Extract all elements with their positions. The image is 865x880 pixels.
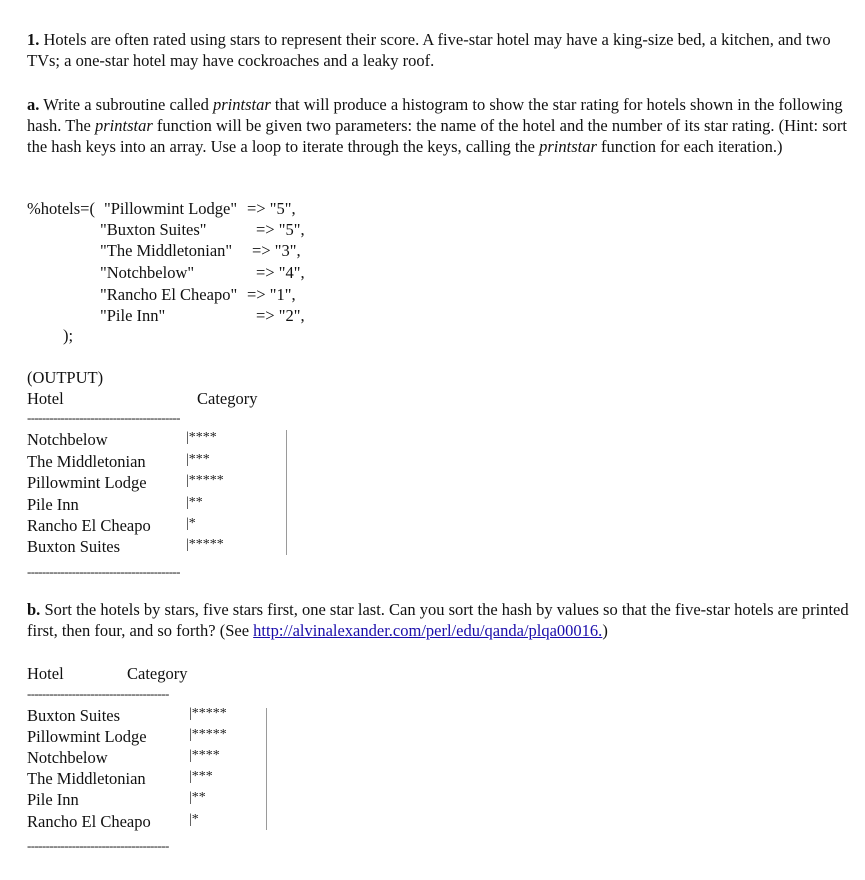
table-row-stars: |****: [189, 748, 220, 763]
hash-open: %hotels=(: [27, 199, 95, 218]
part-a-text-1: Write a subroutine called: [43, 95, 209, 114]
table-row-hotel: The Middletonian: [27, 769, 146, 788]
hash-close: );: [63, 326, 74, 345]
part-a-text-4: function for each iteration.): [601, 137, 783, 156]
reference-link[interactable]: http://alvinalexander.com/perl/edu/qanda/plqa00016.: [253, 621, 603, 640]
table-row-stars: |***: [186, 452, 210, 467]
hash-key: "Notchbelow": [100, 263, 195, 282]
table-row-hotel: Notchbelow: [27, 430, 108, 449]
column-header-category: Category: [197, 389, 258, 408]
table-row-stars: |**: [186, 495, 203, 510]
table-row-stars: |***: [189, 769, 213, 784]
fn-name: printstar: [94, 116, 153, 135]
question-1: [27, 29, 849, 71]
hash-key: "The Middletonian": [100, 241, 233, 260]
column-header-hotel: Hotel: [27, 389, 64, 408]
table-row-stars: |****: [186, 430, 217, 445]
part-b-label: b.: [27, 600, 41, 619]
question-number: 1.: [27, 30, 40, 49]
table-row-hotel: Pillowmint Lodge: [27, 727, 147, 746]
table-row-hotel: Pillowmint Lodge: [27, 473, 147, 492]
table-row-stars: |*****: [186, 473, 224, 488]
table-right-border: [266, 708, 267, 830]
part-b-text-2: ): [602, 621, 608, 640]
output-label: (OUTPUT): [27, 368, 104, 387]
table-row-stars: |*: [189, 812, 199, 827]
hash-key: "Buxton Suites": [100, 220, 207, 239]
question-text: Hotels are often rated using stars to represent their score. A five-star hotel may have a king-size bed, a kitchen, and two TVs; a one-star hotel may have cockroaches and a leaky roof.: [27, 30, 831, 70]
table-row-hotel: Buxton Suites: [27, 706, 121, 725]
table-rule-bottom: -----------------------------------------: [27, 564, 180, 579]
table-rule-top: -----------------------------------------: [27, 410, 180, 425]
part-b-text: [27, 599, 849, 641]
table-row-stars: |**: [189, 790, 206, 805]
table-row-stars: |*****: [186, 537, 224, 552]
table-row-hotel: Pile Inn: [27, 790, 79, 809]
part-a-text-2: that will produce a histogram to show the star rating for hotels shown in the following hash. The: [27, 95, 843, 135]
part-a-text-3: function will be given two parameters: the name of the hotel and the number of its star rating. (Hint: sort the hash keys into an array. Use a loop to iterate through the keys, calling the: [27, 116, 847, 156]
table-rule-top: --------------------------------------: [27, 686, 169, 701]
hash-value: => "5",: [247, 199, 296, 218]
table-row-hotel: Buxton Suites: [27, 537, 121, 556]
table-row-hotel: The Middletonian: [27, 452, 146, 471]
hash-key: "Rancho El Cheapo": [100, 285, 238, 304]
table-row-hotel: Rancho El Cheapo: [27, 516, 151, 535]
table-row-hotel: Notchbelow: [27, 748, 108, 767]
table-row-hotel: Pile Inn: [27, 495, 79, 514]
table-right-border: [286, 430, 287, 555]
table-row-hotel: Rancho El Cheapo: [27, 812, 151, 831]
hash-value: => "1",: [247, 285, 296, 304]
column-header-hotel: Hotel: [27, 664, 64, 683]
table-row-stars: |*****: [189, 727, 227, 742]
column-header-category: Category: [127, 664, 188, 683]
part-a-text: [27, 94, 849, 157]
table-row-stars: |*****: [189, 706, 227, 721]
part-b-text-1: Sort the hotels by stars, five stars first, one star last. Can you sort the hash by values so that the five-star hotels are printed first, then four, and so forth? (See: [27, 600, 849, 640]
table-row-stars: |*: [186, 516, 196, 531]
part-a-label: a.: [27, 95, 40, 114]
fn-name: printstar: [539, 137, 597, 156]
hash-key: "Pile Inn": [100, 306, 166, 325]
hash-value: => "2",: [256, 306, 305, 325]
fn-name: printstar: [212, 95, 271, 114]
hash-value: => "5",: [256, 220, 305, 239]
hash-key: "Pillowmint Lodge": [104, 199, 238, 218]
table-rule-bottom: --------------------------------------: [27, 838, 169, 853]
hash-value: => "4",: [256, 263, 305, 282]
hash-value: => "3",: [252, 241, 301, 260]
